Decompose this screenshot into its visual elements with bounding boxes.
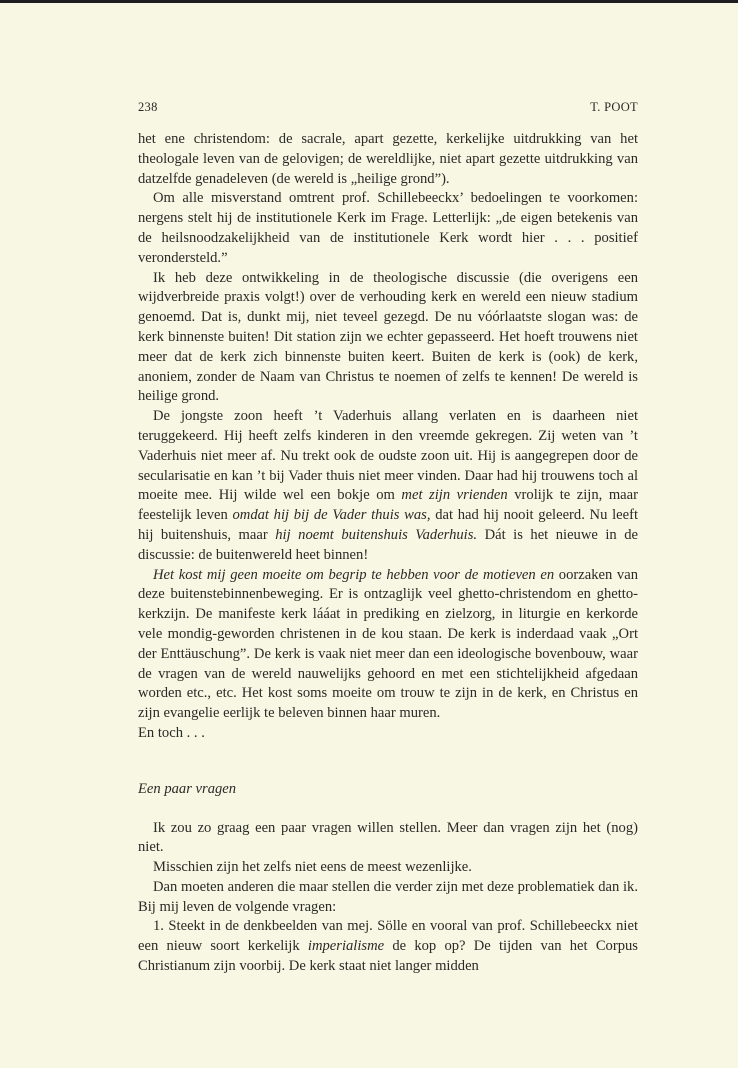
text-run: oorzaken van deze buitenstebinnenbeweging. Er is ontzaglijk veel ghetto-christendom en ghetto-kerkzijn. De manifeste kerk lááat in prediking en zielzorg, in liturgie en kerkorde vele mondig-geworden christenen in de kou staan. De kerk is inderdaad vaak „Ort der Enttäuschung”. De kerk is vaak niet meer dan een ideologische bovenbouw, waar de vragen van de wereld nauwelijks gehoord en met een stichtelijkheid afgedaan worden etc., etc. Het kost soms moeite om trouw te zijn in de kerk, en Christus en zijn evangelie eerlijk te beleven binnen haar muren.	[138, 566, 638, 722]
text-run: Dan moeten anderen die maar stellen die verder zijn met deze problematiek dan ik. Bij mij leven de volgende vragen:	[138, 878, 638, 915]
text-run: dat had hij nooit geleerd. Nu leeft hij buitenshuis, maar	[138, 507, 639, 543]
paragraphs-after-heading	[138, 819, 638, 977]
text-run: Om alle misverstand omtrent prof. Schillebeeckx’ bedoelingen te voorkomen: nergens stelt hij de institutionele Kerk im Frage. Letterlijk: „de eigen betekenis van de heilsnoodzakelijkheid van de institutionele Kerk wordt hier . . . positief verondersteld.”	[138, 190, 638, 266]
italic-text: imperialisme	[307, 938, 385, 955]
paragraph	[138, 724, 638, 744]
running-header	[138, 100, 638, 115]
section-heading: Een paar vragen	[138, 780, 237, 797]
paragraph	[138, 858, 638, 878]
text-run: Ik heb deze ontwikkeling in de theologische discussie (die overigens een wijdverbreide praxis volgt!) over de verhouding kerk en wereld een nieuw stadium genoemd. Dat is, dunkt mij, niet teveel gezegd. De nu vóórlaatste slogan was: de kerk binnenste buiten! Dit station zijn we echter gepasseerd. Het hoeft trouwens niet meer dat de kerk zich binnenste buiten keert. Buiten de kerk is (ook) de kerk, anoniem, zonder de Naam van Christus te noemen of zelfs te kennen! De wereld is heilige grond.	[138, 269, 638, 405]
text-run: Dát is het nieuwe in de discussie: de buitenwereld heet binnen!	[138, 526, 639, 563]
paragraph	[138, 878, 638, 918]
text-run: 1. Steekt in de denkbeelden van mej. Sölle en vooral van prof. Schillebeeckx niet een nieuw soort kerkelijk	[138, 918, 638, 955]
paragraph	[138, 269, 638, 408]
italic-text: hij noemt buitenshuis Vaderhuis.	[275, 526, 478, 543]
italic-text: Het kost mij geen moeite om begrip te hebben voor de motieven en	[153, 566, 555, 583]
page-number: 238	[138, 100, 158, 114]
paragraph	[138, 189, 638, 268]
text-run: De jongste zoon heeft ’t Vaderhuis allang verlaten en is daarheen niet teruggekeerd. Hij heeft zelfs kinderen in den vreemde gekregen. Zij weten van ’t Vaderhuis niet meer af. Nu trekt ook de oudste zoon uit. Hij is aangegrepen door de secularisatie en kan ’t bij Vader thuis niet meer vinden. Daar had hij trouwens toch al moeite mee. Hij wilde wel een bokje om	[138, 408, 638, 504]
running-head-author: T. POOT	[590, 100, 638, 114]
text-run: het ene christendom: de sacrale, apart gezette, kerkelijke uitdrukking van het theologale leven van de gelovigen; de wereldlijke, niet apart gezette uitdrukking van datzelfde genadeleven (de wereld is „heilige grond”).	[138, 131, 638, 187]
text-run: de kop op? De tijden van het Corpus Christianum zijn voorbij. De kerk staat niet langer midden	[138, 938, 638, 975]
text-run: En toch . . .	[138, 724, 205, 741]
paragraph	[138, 819, 638, 859]
italic-text: omdat hij bij de Vader thuis was,	[232, 507, 431, 524]
article-body	[138, 130, 638, 977]
italic-text: met zijn vrienden	[401, 487, 508, 504]
top-border	[0, 0, 738, 3]
paragraph	[138, 407, 638, 565]
paragraphs-before-heading	[138, 130, 638, 744]
paragraph	[138, 566, 638, 724]
text-run: Ik zou zo graag een paar vragen willen stellen. Meer dan vragen zijn het (nog) niet.	[138, 819, 638, 856]
paragraph	[138, 130, 638, 189]
text-run: vrolijk te zijn, maar feestelijk leven	[138, 487, 639, 524]
paragraph	[138, 917, 638, 976]
text-run: Misschien zijn het zelfs niet eens de meest wezenlijke.	[153, 859, 472, 876]
